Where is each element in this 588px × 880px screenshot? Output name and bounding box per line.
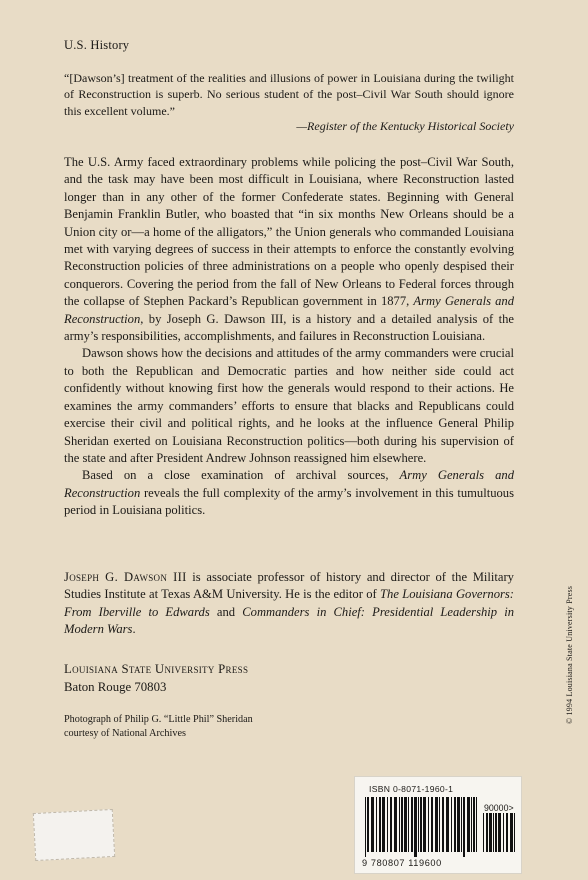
barcode-bar	[467, 797, 470, 852]
author-name: Joseph G. Dawson III	[64, 570, 187, 584]
photo-credit: Photograph of Philip G. “Little Phil” Sheridan courtesy of National Archives	[64, 714, 253, 740]
publisher-city: Baton Rouge 70803	[64, 680, 167, 694]
barcode-bar	[394, 797, 397, 852]
book-title: Army Generals and Reconstruction	[64, 294, 515, 326]
price-code: 90000>	[484, 803, 514, 813]
barcode-bar	[365, 797, 366, 857]
barcode-bar	[463, 797, 465, 857]
barcode-bar	[506, 813, 508, 852]
barcode-bar	[404, 797, 407, 852]
barcode-bar	[503, 813, 504, 852]
barcode-bar	[401, 797, 403, 852]
barcode-bar	[446, 797, 449, 852]
ean-digits: 9 780807 119600	[362, 858, 442, 868]
barcode-bar	[382, 797, 385, 852]
barcode-bar	[379, 797, 381, 852]
barcode-bar	[493, 813, 494, 852]
barcode-bar	[408, 797, 409, 852]
price-sticker-residue	[33, 809, 115, 861]
description-paragraph-3: Based on a close examination of archival sources, Army Generals and Reconstruction reveals the full complexity of the army’s involvement in this tumultuous period in Louisiana politics.	[64, 468, 514, 518]
barcode-bar	[471, 797, 472, 852]
edited-book-title: The Louisiana Governors: From Iberville to Edwards	[64, 587, 515, 619]
barcode-bar	[423, 797, 426, 852]
barcode-bar	[431, 797, 433, 852]
barcode-bar	[442, 797, 444, 852]
barcode-bar	[476, 797, 477, 852]
barcode-bar	[387, 797, 388, 852]
book-description	[64, 154, 514, 520]
barcode-bar	[371, 797, 374, 852]
barcode-bar	[418, 797, 419, 852]
barcode-panel	[354, 776, 522, 874]
category-label: U.S. History	[64, 38, 130, 52]
publisher-block	[64, 660, 248, 696]
barcode-bar	[399, 797, 400, 852]
book-title: Army Generals and Reconstruction	[64, 468, 514, 500]
barcode-bar	[489, 813, 492, 852]
barcode-bar	[495, 813, 497, 852]
barcode-bar	[376, 797, 377, 852]
barcode-bar	[390, 797, 392, 852]
description-paragraph-2: Dawson shows how the decisions and attitudes of the army commanders were crucial to both the Republican and Democratic parties and how neither side could act confidently without knowing first how the generals would respond to their actions. He examines the army commanders’ efforts to ensure that blacks and Republicans could exercise their civil and political rights, and he looks at the influence General Philip Sheridan exerted on Louisiana Reconstruction politics—both during his supervision of the state and after President Andrew Johnson reassigned him elsewhere.	[64, 346, 514, 465]
barcode-bar	[414, 797, 417, 857]
price-barcode	[483, 813, 517, 857]
barcode-bar	[454, 797, 456, 852]
copyright-notice: © 1994 Louisiana State University Press	[565, 585, 574, 724]
barcode-bar	[514, 813, 515, 852]
barcode-bar	[473, 797, 475, 852]
review-attribution: —Register of the Kentucky Historical Society	[296, 119, 514, 133]
barcode-bar	[510, 813, 513, 852]
barcode-bar	[483, 813, 484, 852]
barcode-bar	[420, 797, 422, 852]
publisher-name: Louisiana State University Press	[64, 662, 249, 676]
barcode-bar	[411, 797, 413, 852]
barcode-bar	[435, 797, 438, 852]
barcode-bar	[451, 797, 452, 852]
ean-barcode	[365, 797, 477, 857]
author-bio: Joseph G. Dawson III is associate professor of history and director of the Military Studies Institute at Texas A&M University. He is the editor of The Louisiana Governors: From Iberville to Edwards and Commanders in Chief: Presidential Leadership in Modern Wars.	[64, 570, 515, 637]
review-quote: “[Dawson’s] treatment of the realities and illusions of power in Louisiana during the twilight of Reconstruction is superb. No serious student of the post–Civil War South should ignore this excellent volume.”	[64, 71, 514, 118]
barcode-bar	[498, 813, 501, 852]
isbn-label: ISBN 0-8071-1960-1	[369, 784, 454, 794]
description-paragraph-1: The U.S. Army faced extraordinary problems while policing the post–Civil War South, and the task may have been most difficult in Louisiana, where Reconstruction lasted longer than in any other of the former Confederate states. Beginning with General Benjamin Franklin Butler, who boasted that “in six months New Orleans should be a Union city or—a home of the alligators,” the Union generals who commanded Louisiana met with varying degrees of success in their attempts to enforce the constantly evolving Reconstruction policies of three administrations on a people who openly despised their conquerors. Covering the period from the fall of New Orleans to Federal forces through the collapse of Stephen Packard’s Republican government in 1877, Army Generals and Reconstruction, by Joseph G. Dawson III, is a history and a detailed analysis of the army’s responsibilities, accomplishments, and failures in Reconstruction Louisiana.	[64, 155, 515, 344]
barcode-bar	[367, 797, 369, 852]
barcode-bar	[439, 797, 440, 852]
barcode-bar	[486, 813, 488, 852]
barcode-bar	[428, 797, 429, 852]
barcode-bar	[457, 797, 460, 852]
barcode-bar	[461, 797, 462, 852]
authored-book-title: Commanders in Chief: Presidential Leadership in Modern Wars	[64, 604, 515, 637]
